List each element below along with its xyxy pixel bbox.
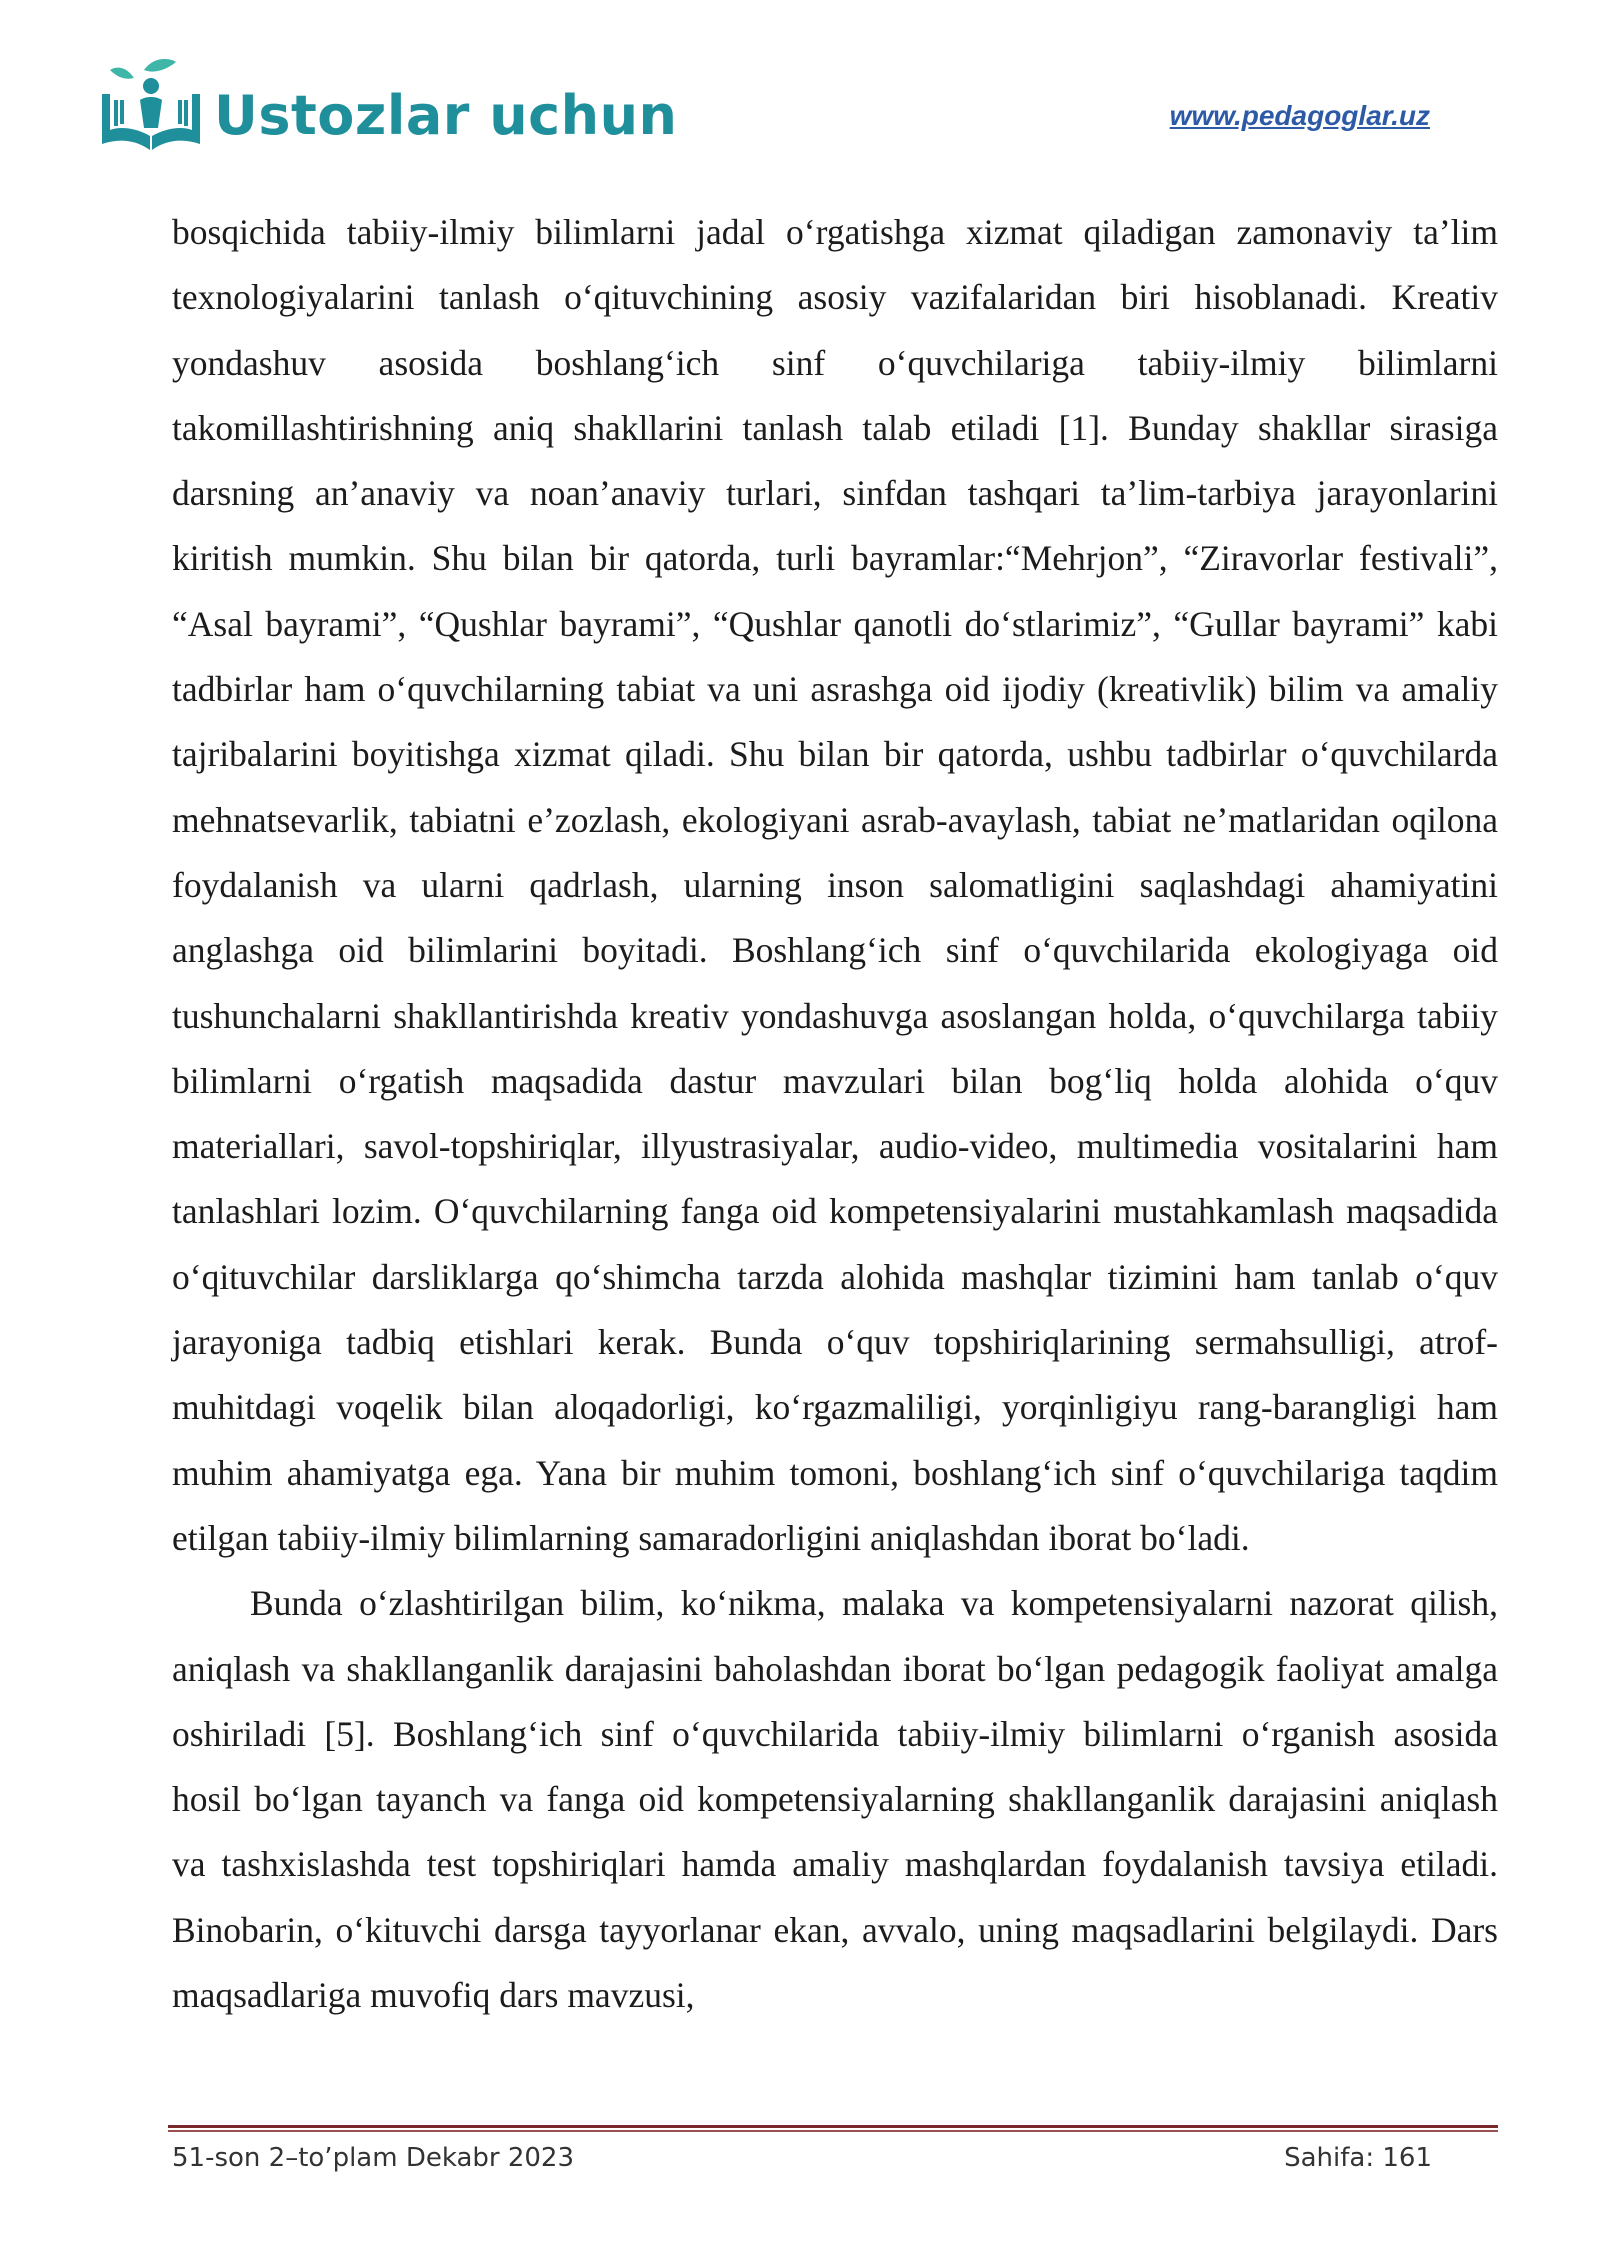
- logo-text: Ustozlar uchun: [214, 84, 678, 147]
- page-number: Sahifa: 161: [1284, 2143, 1432, 2173]
- issue-info: 51-son 2–to’plam Dekabr 2023: [172, 2143, 574, 2173]
- paragraph: Bunda o‘zlashtirilgan bilim, ko‘nikma, malaka va kompetensiyalarni nazorat qilish, aniqlash va shakllanganlik darajasini baholashdan iborat bo‘lgan pedagogik faoliyat amalga oshiriladi [5]. Boshlang‘ich sinf o‘quvchilarida tabiiy-ilmiy bilimlarni o‘rganish asosida hosil bo‘lgan tayanch va fanga oid kompetensiyalarning shakllanganlik darajasini aniqlash va tashxislashda test topshiriqlari hamda amaliy mashqlardan foydalanish tavsiya etiladi. Binobarin, o‘kituvchi darsga tayyorlanar ekan, avvalo, uning maqsadlarini belgilaydi. Dars maqsadlariga muvofiq dars mavzusi,: [172, 1583, 1498, 2016]
- book-person-icon: [96, 56, 206, 156]
- article-body: [172, 200, 1498, 2028]
- website-link[interactable]: www.pedagoglar.uz: [1169, 100, 1430, 131]
- footer-divider: [168, 2125, 1498, 2128]
- footer-divider-thin: [168, 2130, 1498, 2132]
- site-logo[interactable]: [96, 56, 678, 156]
- paragraph: bosqichida tabiiy-ilmiy bilimlarni jadal o‘rgatishga xizmat qiladigan zamonaviy ta’lim texnologiyalarini tanlash o‘qituvchining asosiy vazifalaridan biri hisoblanadi. Kreativ yondashuv asosida boshlang‘ich sinf o‘quvchilariga tabiiy-ilmiy bilimlarni takomillashtirishning aniq shakllarini tanlash talab etiladi [1]. Bunday shakllar sirasiga darsning an’anaviy va noan’anaviy turlari, sinfdan tashqari ta’lim-tarbiya jarayonlarini kiritish mumkin. Shu bilan bir qatorda, turli bayramlar:“Mehrjon”, “Ziravorlar festivali”, “Asal bayrami”, “Qushlar bayrami”, “Qushlar qanotli do‘stlarimiz”, “Gullar bayrami” kabi tadbirlar ham o‘quvchilarning tabiat va uni asrashga oid ijodiy (kreativlik) bilim va amaliy tajribalarini boyitishga xizmat qiladi. Shu bilan bir qatorda, ushbu tadbirlar o‘quvchilarda mehnatsevarlik, tabiatni e’zozlash, ekologiyani asrab-avaylash, tabiat ne’matlaridan oqilona foydalanish va ularni qadrlash, ularning inson salomatligini saqlashdagi ahamiyatini anglashga oid bilimlarini boyitadi. Boshlang‘ich sinf o‘quvchilarida ekologiyaga oid tushunchalarni shakllantirishda kreativ yondashuvga asoslangan holda, o‘quvchilarga tabiiy bilimlarni o‘rgatish maqsadida dastur mavzulari bilan bog‘liq holda alohida o‘quv materiallari, savol-topshiriqlar, illyustrasiyalar, audio-video, multimedia vositalarini ham tanlashlari lozim. O‘quvchilarning fanga oid kompetensiyalarini mustahkamlash maqsadida o‘qituvchilar darsliklarga qo‘shimcha tarzda alohida mashqlar tizimini ham tanlab o‘quv jarayoniga tadbiq etishlari kerak. Bunda o‘quv topshiriqlarining sermahsulligi, atrof-muhitdagi voqelik bilan aloqadorligi, ko‘rgazmaliligi, yorqinligiyu rang-barangligi ham muhim ahamiyatga ega. Yana bir muhim tomoni, boshlang‘ich sinf o‘quvchilariga taqdim etilgan tabiiy-ilmiy bilimlarning samaradorligini aniqlashdan iborat bo‘ladi.: [172, 212, 1498, 1558]
